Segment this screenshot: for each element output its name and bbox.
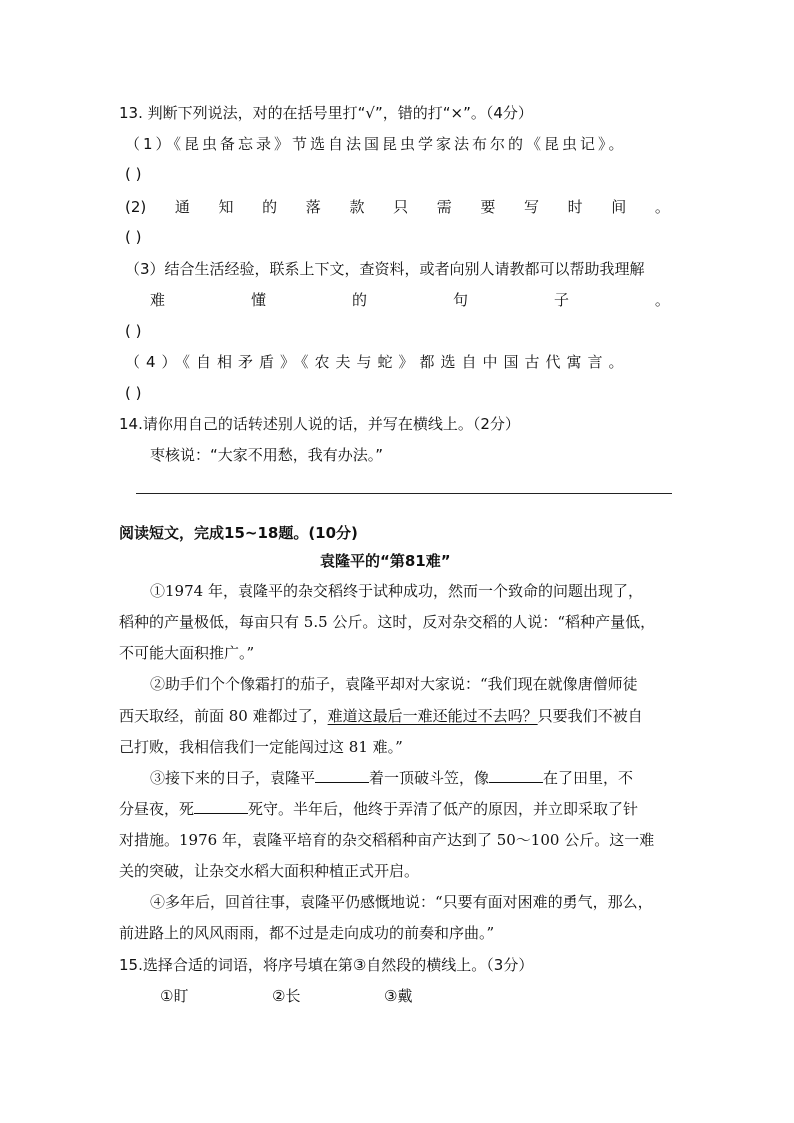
p4-line2: 前进路上的风风雨雨，都不过是走向成功的前奏和序曲。” bbox=[119, 924, 495, 942]
q13-item-1 bbox=[125, 133, 670, 155]
p3-line3: 对措施。1976 年，袁隆平培育的杂交稻稻种亩产达到了 50～100 公斤。这一难 bbox=[119, 831, 655, 849]
q13-item-4-paren[interactable]: ( ) bbox=[125, 384, 142, 402]
q13-item-4 bbox=[125, 351, 670, 373]
p4-line1: ④多年后，回首往事，袁隆平仍感慨地说：“只要有面对困难的勇气，那么， bbox=[150, 893, 653, 911]
q13-item-4-text: （4）《自相矛盾》《农夫与蛇》都选自中国古代寓言。 bbox=[125, 353, 630, 371]
p3-line2 bbox=[119, 798, 638, 820]
q13-item-3-line1: （3）结合生活经验，联系上下文，查资料，或者向别人请教都可以帮助我理解 bbox=[125, 260, 645, 278]
q13-item-2-paren[interactable]: ( ) bbox=[125, 228, 142, 246]
q13-item-3-paren[interactable]: ( ) bbox=[125, 322, 142, 340]
q14-answer-line[interactable] bbox=[136, 493, 672, 494]
p2-line2 bbox=[119, 705, 643, 727]
q15-option-1: ①盯 bbox=[160, 987, 189, 1005]
p3-line4: 关的突破，让杂交水稻大面积种植正式开启。 bbox=[119, 862, 420, 880]
q15-stem: 15.选择合适的词语，将序号填在第③自然段的横线上。（3分） bbox=[119, 956, 534, 974]
p1-line2: 稻种的产量极低，每亩只有 5.5 公斤。这时，反对杂交稻的人说：“稻种产量低， bbox=[119, 613, 656, 631]
q14-quote: 枣核说：“大家不用愁，我有办法。” bbox=[150, 446, 384, 464]
p2-line2-a: 西天取经，前面 80 难都过了， bbox=[119, 707, 328, 725]
p3-line1 bbox=[150, 767, 633, 789]
q15-option-3: ③戴 bbox=[384, 987, 413, 1005]
q15-option-2: ②长 bbox=[272, 987, 301, 1005]
p3-line1-a: ③接下来的日子，袁隆平 bbox=[150, 769, 316, 787]
blank-2[interactable] bbox=[489, 768, 543, 783]
q13-stem: 13. 判断下列说法，对的在括号里打“√”，错的打“×”。（4分） bbox=[119, 104, 533, 122]
blank-1[interactable] bbox=[315, 768, 369, 783]
q13-item-2: (2) 通 知 的 落 款 只 需 要 写 时 间 。 bbox=[125, 198, 670, 216]
p1-line3: 不可能大面积推广。” bbox=[119, 644, 255, 662]
p2-line1: ②助手们个个像霜打的茄子，袁隆平却对大家说：“我们现在就像唐僧师徒 bbox=[150, 675, 638, 693]
reading-title: 袁隆平的“第81难” bbox=[320, 552, 451, 570]
p2-underlined-sentence: 难道这最后一难还能过不去吗？ bbox=[327, 707, 538, 725]
p3-line2-b: 死守。半年后，他终于弄清了低产的原因，并立即采取了针 bbox=[248, 800, 639, 818]
p3-line1-b: 着一顶破斗笠，像 bbox=[369, 769, 490, 787]
blank-3[interactable] bbox=[194, 799, 248, 814]
q14-stem: 14.请你用自己的话转述别人说的话，并写在横线上。（2分） bbox=[119, 415, 520, 433]
reading-instruction: 阅读短文，完成15~18题。(10分) bbox=[119, 524, 358, 542]
p1-line1: ①1974 年，袁隆平的杂交稻终于试种成功，然而一个致命的问题出现了， bbox=[150, 582, 643, 600]
q13-item-1-paren[interactable]: ( ) bbox=[125, 165, 142, 183]
q13-item-1-text: （1）《昆虫备忘录》节选自法国昆虫学家法布尔的《昆虫记》。 bbox=[125, 135, 627, 153]
p3-line2-a: 分昼夜，死 bbox=[119, 800, 195, 818]
p3-line1-c: 在了田里，不 bbox=[543, 769, 634, 787]
q13-item-3-line2: 难 懂 的 句 子 。 bbox=[150, 291, 670, 309]
p2-line3: 己打败，我相信我们一定能闯过这 81 难。” bbox=[119, 738, 403, 756]
p2-line2-b: 只要我们不被自 bbox=[537, 707, 643, 725]
